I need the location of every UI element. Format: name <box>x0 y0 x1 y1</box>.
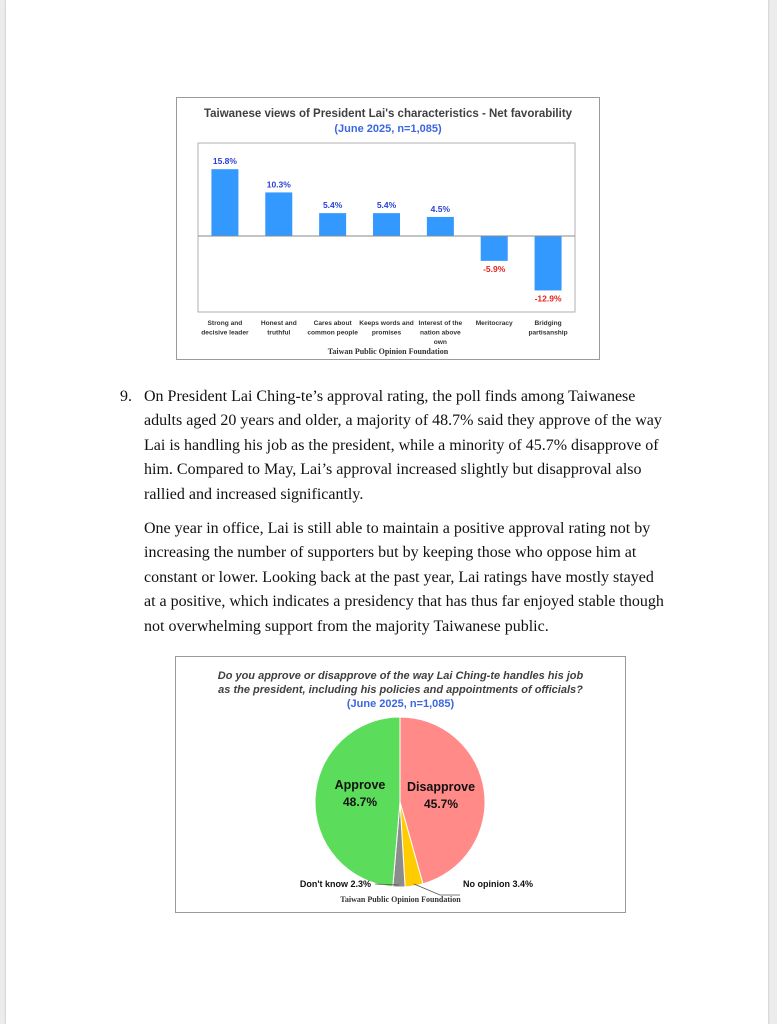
category-label: Strong and <box>207 320 243 327</box>
leader-line-no-opinion <box>414 884 460 895</box>
bar <box>211 169 238 236</box>
category-label: Keeps words and <box>359 320 414 327</box>
category-label: Bridging <box>534 320 562 327</box>
chart-source: Taiwan Public Opinion Foundation <box>327 347 449 356</box>
bar <box>373 213 400 236</box>
bar-data-label: -12.9% <box>534 293 562 304</box>
category-label: Interest of the <box>418 320 463 327</box>
pie-title-line-2: as the president, including his policies and appointments of officials? <box>218 684 583 696</box>
bar <box>481 236 508 261</box>
bar <box>535 236 562 291</box>
bar-data-label: 5.4% <box>376 200 397 211</box>
slice-value-disapprove: 45.7% <box>423 797 459 811</box>
slice-value-approve: 48.7% <box>342 795 378 809</box>
paragraph-one-year-in-office: One year in office, Lai is still able to maintain a positive approval rating not by increasing the number of supporters but by keeping those who oppose him at constant or lower. Looking back at the past year, Lai ratings have mostly stayed at a positive, which indicates a presidency that has thus far enjoyed stable though not overwhelming support from the majority Taiwanese public. <box>144 520 664 635</box>
category-label: own <box>433 339 447 346</box>
net-favorability-chart <box>176 97 600 360</box>
chart-title: Taiwanese views of President Lai's characteristics - Net favorability <box>203 108 573 120</box>
bar-data-label: 15.8% <box>212 156 237 167</box>
pie-subtitle: (June 2025, n=1,085) <box>346 698 455 710</box>
bar <box>265 192 292 236</box>
approval-pie-chart <box>175 656 626 913</box>
bar <box>427 217 454 236</box>
bar-data-label: 5.4% <box>322 200 343 211</box>
category-label: decisive leader <box>201 329 249 337</box>
pie-chart-svg <box>176 657 625 912</box>
slice-label-dont-know: Don't know 2.3% <box>299 879 371 889</box>
chart-subtitle: (June 2025, n=1,085) <box>334 123 442 135</box>
bar-data-label: 10.3% <box>266 179 291 190</box>
bar-chart-svg <box>177 98 599 359</box>
slice-label-no-opinion: No opinion 3.4% <box>463 879 534 889</box>
pie-source: Taiwan Public Opinion Foundation <box>340 895 461 904</box>
slice-label-approve: Approve <box>334 778 386 792</box>
category-label: partisanship <box>528 329 568 337</box>
bar-data-label: -5.9% <box>483 263 506 274</box>
bar <box>319 213 346 236</box>
category-label: promises <box>371 329 402 337</box>
category-label: Meritocracy <box>475 320 513 327</box>
category-label: Honest and <box>260 320 297 327</box>
list-number: 9. <box>120 388 132 405</box>
bar-data-label: 4.5% <box>430 203 451 214</box>
category-label: common people <box>307 329 358 337</box>
category-label: nation above <box>420 329 461 337</box>
pie-title-line-1: Do you approve or disapprove of the way Lai Ching-te handles his job <box>217 670 584 682</box>
paragraph-approval-rating: On President Lai Ching-te’s approval rating, the poll finds among Taiwanese adults aged 20 years and older, a majority of 48.7% said they approve of the way Lai is handling his job as the president, while a minority of 45.7% disapprove of him. Compared to May, Lai’s approval increased slightly but disapproval also rallied and increased significantly. <box>144 388 662 503</box>
slice-label-disapprove: Disapprove <box>406 780 476 794</box>
category-label: truthful <box>267 329 291 337</box>
category-label: Cares about <box>313 320 352 327</box>
